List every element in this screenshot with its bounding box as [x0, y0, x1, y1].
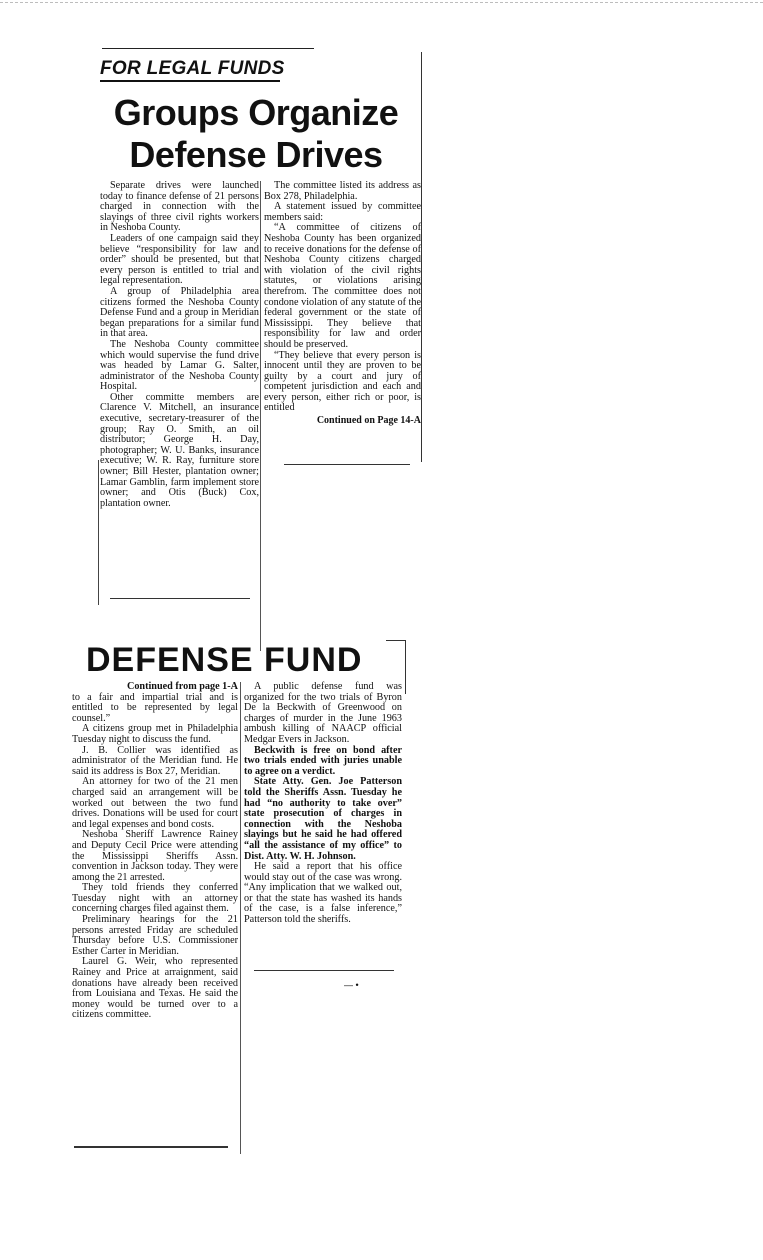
end-rule: [254, 970, 394, 971]
end-rule: [74, 1146, 228, 1148]
paragraph: “They believe that every person is innocent until they are proven to be guilty by a court and jury of competent jurisdiction and each and every person, either rich or poor, is entitled: [264, 349, 421, 414]
paragraph: Other committe members are Clarence V. Mitchell, an insurance executive, secretary-treasurer of the group; Ray O. Smith, an oil distributor; George H. Day, photographer; W. U. Banks, insurance executive; W. R. Ray, furniture store owner; Bill Hester, plantation owner; Lamar Gamblin, farm implement store owner; and Otis (Buck) Cox, plantation owner.: [100, 391, 259, 509]
end-mark: — •: [344, 980, 359, 990]
paragraph: J. B. Collier was identified as administrator of the Meridian fund. He said its address is Box 27, Meridian.: [72, 744, 238, 777]
paragraph: Separate drives were launched today to finance defense of 21 persons charged in connection with the slayings of three civil rights workers in Neshoba County.: [100, 180, 259, 234]
headline-line-2: Defense Drives: [129, 134, 383, 175]
right-column-rule: [421, 52, 422, 462]
end-rule: [110, 598, 250, 599]
paragraph: Beckwith is free on bond after two trials ended with juries unable to agree on a verdict.: [244, 744, 402, 777]
paragraph: A citizens group met in Philadelphia Tuesday night to discuss the fund.: [72, 723, 238, 745]
main-headline: [96, 92, 416, 176]
paragraph: to a fair and impartial trial and is entitled to be represented by legal counsel.”: [72, 691, 238, 724]
paragraph: The committee listed its address as Box 278, Philadelphia.: [264, 180, 421, 202]
continued-from-line: Continued from page 1-A: [126, 681, 238, 692]
paragraph: A group of Philadelphia area citizens formed the Neshoba County Defense Fund and a group in Meridian began preparations for a similar fund in that area.: [100, 285, 259, 340]
paragraph: The Neshoba County committee which would supervise the fund drive was headed by Lamar G. Salter, administrator of the Neshoba County Hospital.: [100, 338, 259, 393]
article-column-left: [72, 682, 238, 1021]
paragraph: State Atty. Gen. Joe Patterson told the Sheriffs Assn. Tuesday he had “no authority to take over” state prosecution of charges in connection with the Neshoba slayings but he said he had offered “all the assistance of my office” to Dist. Atty. W. H. Johnson.: [244, 776, 402, 862]
article-column-left: [100, 181, 259, 509]
paragraph: “A committee of citizens of Neshoba County has been organized to receive donations for the defense of Neshoba County citizens charged with violation of the civil rights statutes, or violations arising therefrom. The committee does not condone violation of any statute of the federal government or the state of Mississippi. They believe that responsibility for law and order should be preserved.: [264, 222, 421, 350]
jump-headline: DEFENSE FUND: [86, 641, 363, 679]
paragraph: Laurel G. Weir, who represented Rainey and Price at arraignment, said donations have already been received from Louisiana and Texas. He said the money would be turned over to a citizens committee.: [72, 956, 238, 1021]
paragraph: They told friends they conferred Tuesday night with an attorney concerning charges filed against them.: [72, 882, 238, 915]
paragraph: Neshoba Sheriff Lawrence Rainey and Deputy Cecil Price were attending the Mississippi Sheriffs Assn. convention in Jackson today. They were among the 21 arrested.: [72, 829, 238, 883]
column-gutter-rule: [240, 682, 241, 1154]
page-top-border: [0, 2, 763, 3]
kicker-underline: [100, 80, 280, 82]
corner-rule: [386, 640, 406, 641]
end-rule: [284, 464, 410, 465]
top-rule: [102, 48, 314, 49]
paragraph: He said a report that his office would stay out of the case was wrong. “Any implication that we walked out, or that the state has washed its hands of the case, is a false inference,” Patterson told the sheriffs.: [244, 861, 402, 926]
paragraph: Leaders of one campaign said they believe “responsibility for law and order” should be presented, but that every person is entitled to trial and legal representation.: [100, 232, 259, 287]
paragraph: Preliminary hearings for the 21 persons arrested Friday are scheduled Thursday before U.S. Commissioner Esther Carter in Meridian.: [72, 914, 238, 957]
kicker-headline: FOR LEGAL FUNDS: [100, 58, 285, 79]
clipping-groups-organize: [96, 48, 424, 608]
paragraph: A public defense fund was organized for the two trials of Byron De la Beckwith of Greenwood on charges of murder in the June 1963 ambush killing of NAACP official Medgar Evers in Jackson.: [244, 681, 402, 745]
right-edge-rule: [405, 640, 406, 694]
paragraph: A statement issued by committee members said:: [264, 201, 421, 223]
headline-line-1: Groups Organize: [113, 92, 399, 133]
article-column-right: [264, 181, 421, 427]
clipping-defense-fund: [72, 636, 412, 1156]
article-column-right: [244, 682, 402, 926]
column-gutter-rule: [260, 181, 261, 651]
continued-on-line: Continued on Page 14-A: [316, 415, 421, 427]
left-edge-rule: [98, 460, 99, 605]
paragraph: An attorney for two of the 21 men charged said an arrangement will be worked out between the two fund drives. Donations will be used for court and legal expenses and bond costs.: [72, 776, 238, 830]
